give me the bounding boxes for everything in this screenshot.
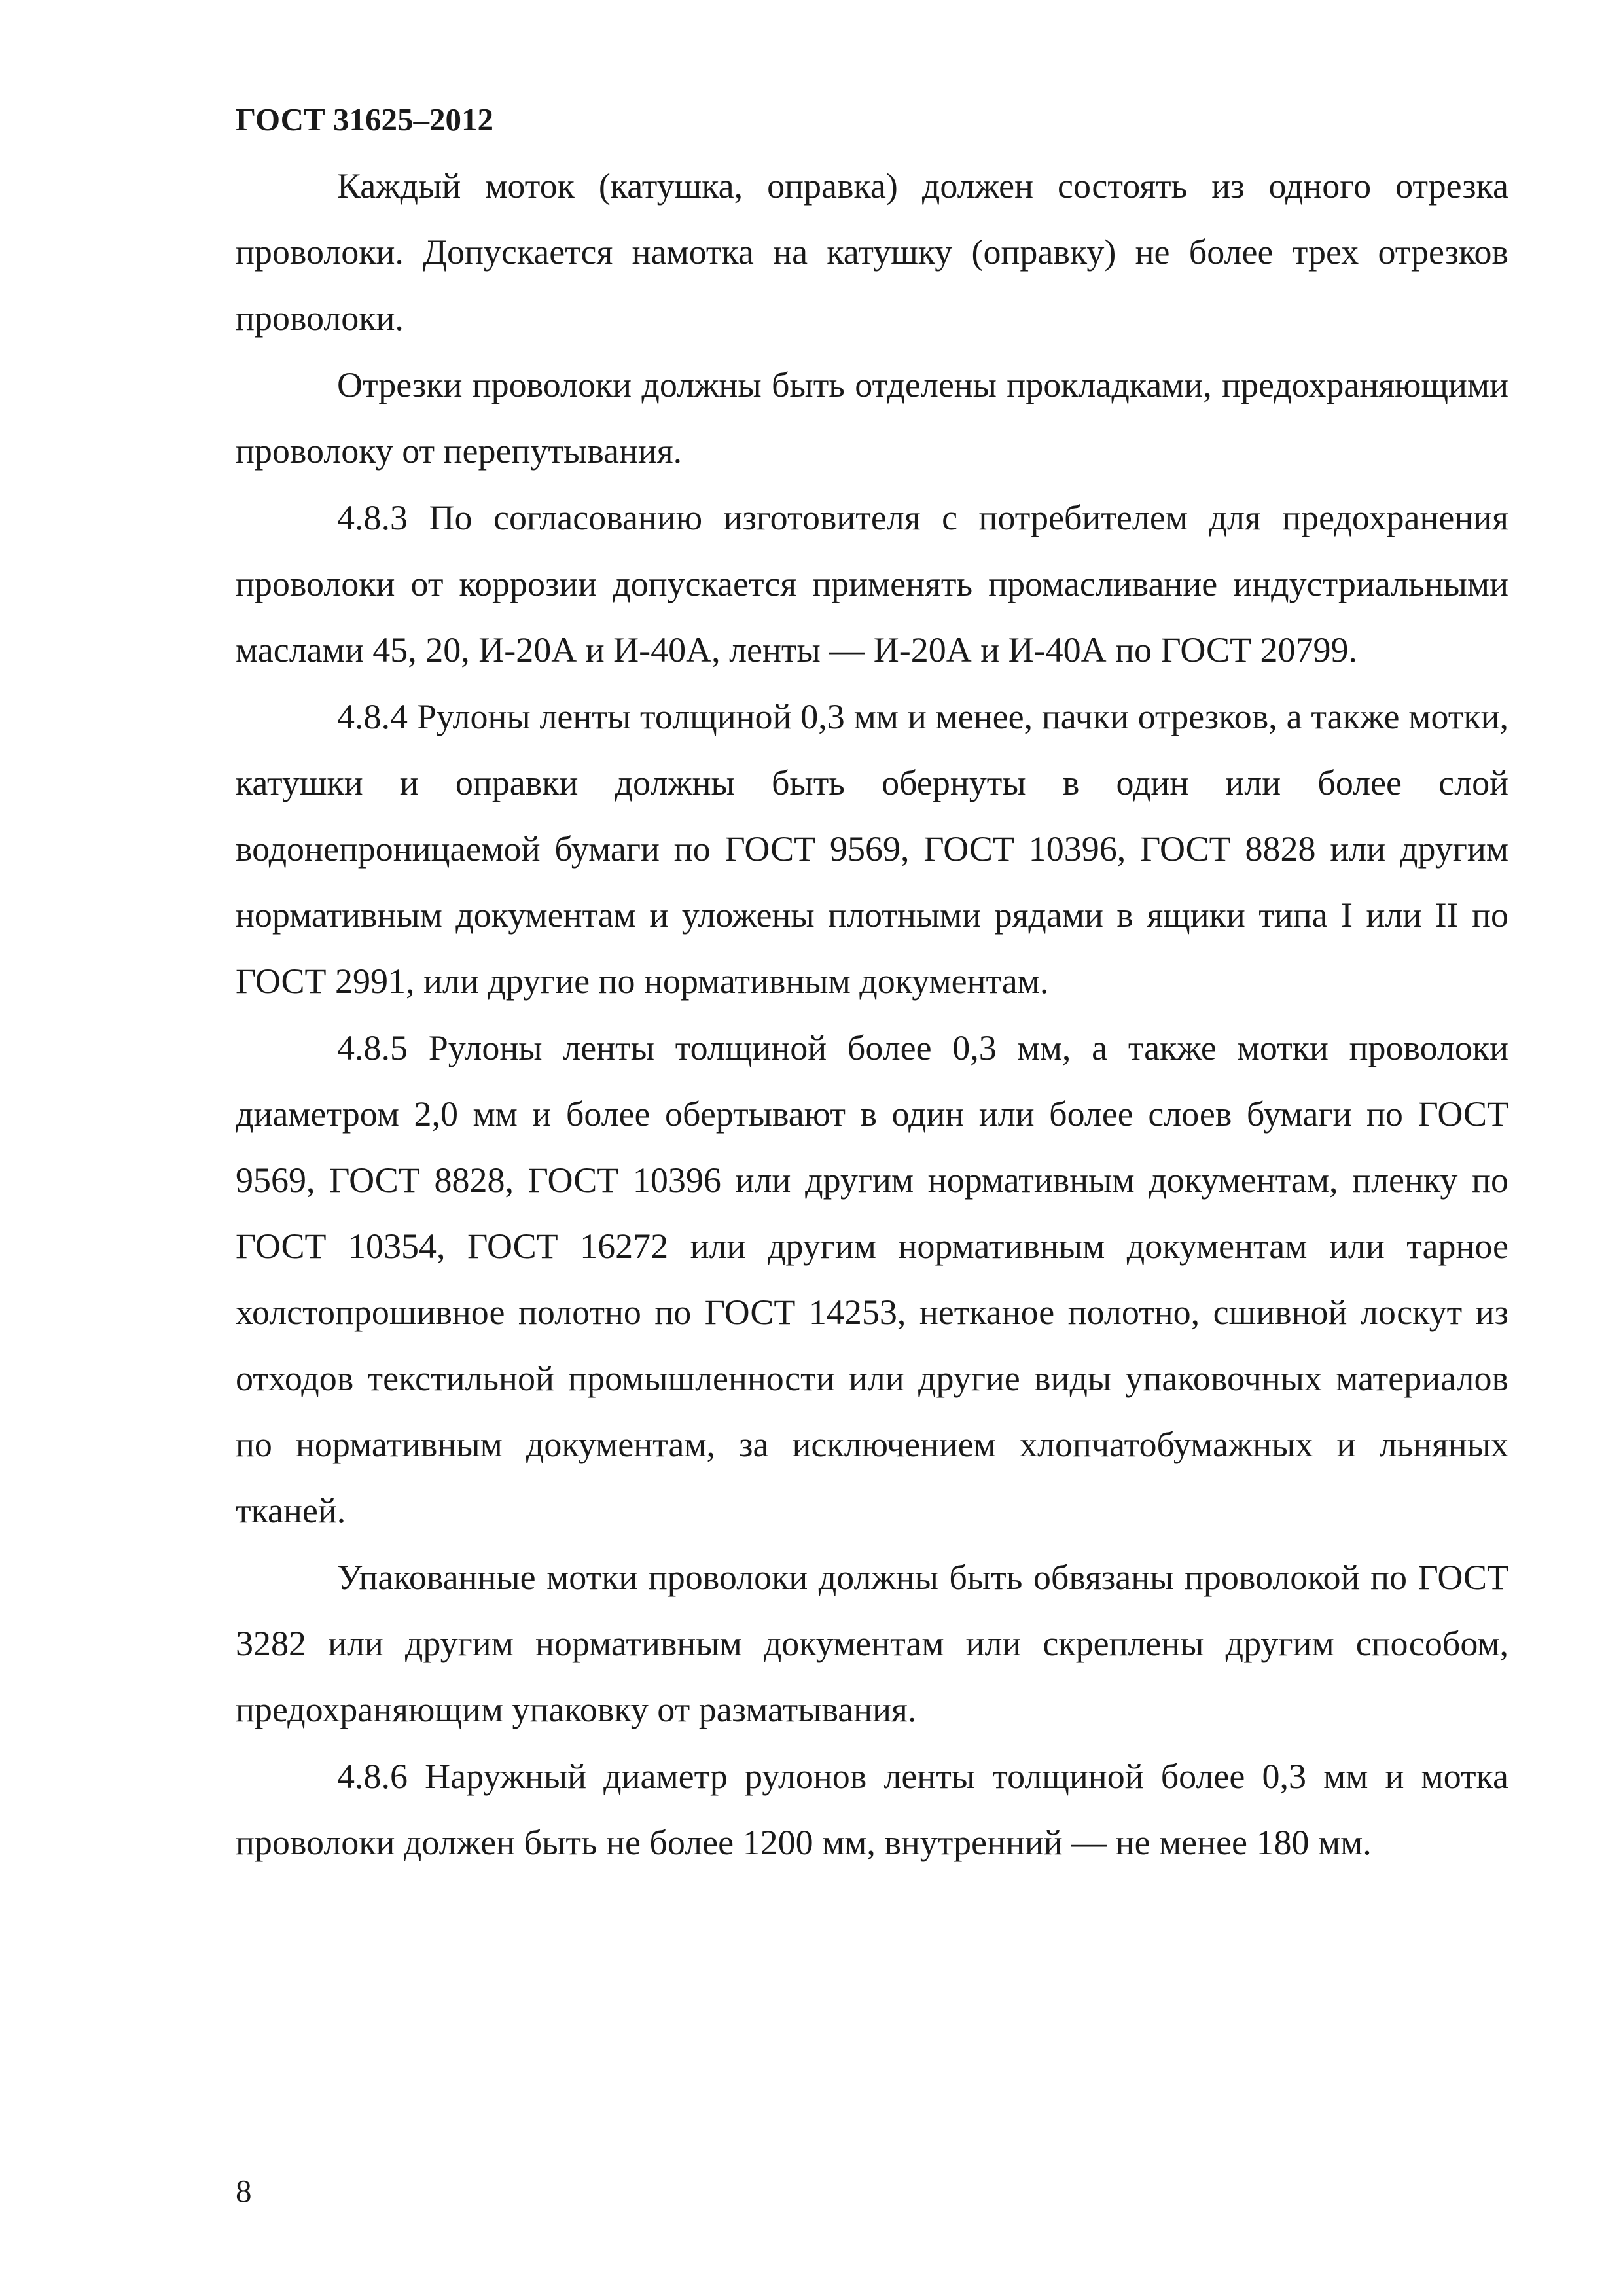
standard-number-header: ГОСТ 31625–2012 bbox=[236, 101, 493, 137]
paragraph-coil-single-piece: Каждый моток (катушка, оправка) должен состоять из одного отрезка проволоки. Допускается намотка на катушку (оправку) не более трех отрезков проволоки. bbox=[236, 166, 1508, 338]
paragraph-packed-coils-binding: Упакованные мотки проволоки должны быть обвязаны проволокой по ГОСТ 3282 или другим нормативным документам или скреплены другим способом, предохраняющим упаковку от разматывания. bbox=[236, 1558, 1508, 1729]
paragraph-4-8-3: 4.8.3 По согласованию изготовителя с потребителем для предохранения проволоки от коррозии допускается применять промасливание индустриальными маслами 45, 20, И-20А и И-40А, ленты — И-20А и И-40А по ГОСТ 20799. bbox=[236, 498, 1508, 670]
page-number: 8 bbox=[236, 2173, 252, 2209]
document-body bbox=[236, 153, 1508, 1876]
paragraph-wire-pieces-separation: Отрезки проволоки должны быть отделены прокладками, предохраняющими проволоку от перепутывания. bbox=[236, 365, 1508, 471]
paragraph-4-8-4: 4.8.4 Рулоны ленты толщиной 0,3 мм и менее, пачки отрезков, а также мотки, катушки и оправки должны быть обернуты в один или более слой водонепроницаемой бумаги по ГОСТ 9569, ГОСТ 10396, ГОСТ 8828 или другим нормативным документам и уложены плотными рядами в ящики типа I или II по ГОСТ 2991, или другие по нормативным документам. bbox=[236, 697, 1508, 1001]
paragraph-4-8-6: 4.8.6 Наружный диаметр рулонов ленты толщиной более 0,3 мм и мотка проволоки должен быть не более 1200 мм, внутренний — не менее 180 мм. bbox=[236, 1757, 1508, 1862]
paragraph-4-8-5: 4.8.5 Рулоны ленты толщиной более 0,3 мм, а также мотки проволоки диаметром 2,0 мм и более обертывают в один или более слоев бумаги по ГОСТ 9569, ГОСТ 8828, ГОСТ 10396 или другим нормативным документам, пленку по ГОСТ 10354, ГОСТ 16272 или другим нормативным документам или тарное холстопрошивное полотно по ГОСТ 14253, нетканое полотно, сшивной лоскут из отходов текстильной промышленности или другие виды упаковочных материалов по нормативным документам, за исключением хлопчатобумажных и льняных тканей. bbox=[236, 1028, 1508, 1530]
